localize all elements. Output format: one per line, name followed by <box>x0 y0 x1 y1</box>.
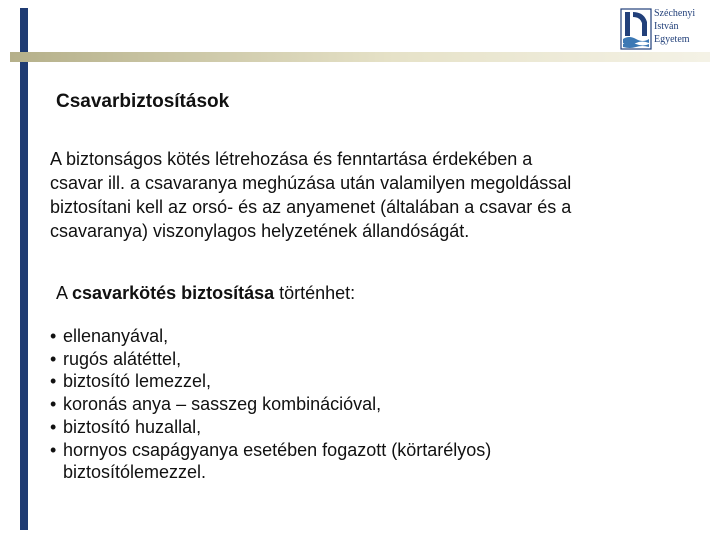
bullet: • <box>50 394 57 415</box>
paragraph-line: biztosítani kell az orsó- és az anyamenet (általában a csavar és a <box>50 197 572 217</box>
intro-paragraph <box>50 147 710 243</box>
paragraph-line: A biztonságos kötés létrehozása és fenntartása érdekében a <box>50 149 533 169</box>
paragraph-line: csavar ill. a csavaranya meghúzása után valamilyen megoldással <box>50 173 572 193</box>
list-item <box>50 370 710 393</box>
paragraph-line: csavaranya) viszonylagos helyzetének állandóságát. <box>50 221 470 241</box>
logo-line-1: Széchenyi <box>654 8 696 19</box>
list-item-text: biztosító lemezzel, <box>63 371 212 392</box>
bullet: • <box>50 439 57 460</box>
subheading-prefix: A <box>56 283 73 303</box>
list-item-text: rugós alátéttel, <box>63 348 182 369</box>
subheading <box>56 283 355 304</box>
logo-line-3: Egyetem <box>654 34 690 45</box>
list-item-continuation: biztosítólemezzel. <box>63 462 207 483</box>
list-item-text: hornyos csapágyanya esetében fogazott (körtarélyos) <box>63 439 492 460</box>
university-logo <box>620 6 716 54</box>
list-item-text: ellenanyával, <box>63 326 169 346</box>
list-item <box>50 348 710 371</box>
logo-mark-icon <box>620 8 652 50</box>
bullet: • <box>50 348 57 369</box>
bullet: • <box>50 371 57 392</box>
slide-title: Csavarbiztosítások <box>56 91 230 112</box>
list-item <box>50 439 710 484</box>
subheading-suffix: történhet: <box>274 283 356 303</box>
horizontal-accent-bar <box>10 52 710 62</box>
list-item <box>50 416 710 439</box>
methods-list <box>50 325 710 484</box>
logo-line-2: István <box>654 21 679 32</box>
subheading-bold: csavarkötés biztosítása <box>72 283 275 303</box>
list-item-text: koronás anya – sasszeg kombinációval, <box>63 394 382 415</box>
list-item <box>50 325 710 348</box>
bullet: • <box>50 326 57 346</box>
vertical-accent-bar <box>20 8 28 530</box>
list-item <box>50 393 710 416</box>
list-item-text: biztosító huzallal, <box>63 416 202 437</box>
logo-text <box>654 7 695 46</box>
bullet: • <box>50 416 57 437</box>
